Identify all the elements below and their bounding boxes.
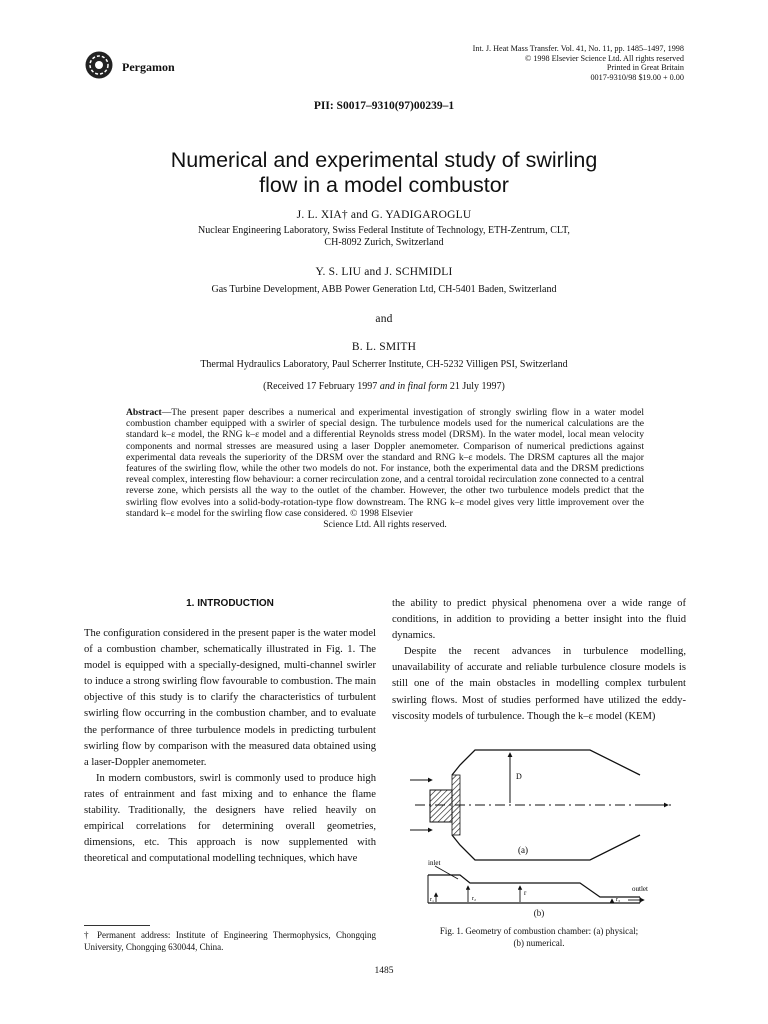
affiliation-2: Gas Turbine Development, ABB Power Generation Ltd, CH-5401 Baden, Switzerland — [211, 284, 557, 295]
final-form-label: and in final form — [377, 381, 450, 392]
and-separator: and — [375, 313, 393, 325]
pii: PII: S0017–9310(97)00239–1 — [313, 100, 455, 112]
right-paragraph-1: the ability to predict physical phenomena over a wide range of conditions, in addition to providing a better insight into the fluid dynamics. — [392, 598, 686, 642]
domain-top — [428, 875, 640, 897]
label-a: (a) — [518, 845, 528, 855]
issn-line: 0017-9310/98 $19.00 + 0.00 — [590, 72, 684, 82]
copyright-line: © 1998 Elsevier Science Ltd. All rights reserved — [524, 53, 684, 63]
section-heading: 1. INTRODUCTION — [186, 598, 274, 609]
diameter-label: D — [516, 772, 522, 781]
inlet-pointer — [435, 866, 458, 879]
chamber-outline-bottom — [452, 835, 640, 860]
journal-line: Int. J. Heat Mass Transfer. Vol. 41, No. 11, pp. 1485–1497, 1998 — [472, 44, 684, 53]
r2-label: r₂ — [472, 896, 477, 902]
author-group-3: B. L. SMITH — [351, 341, 417, 353]
label-b: (b) — [533, 908, 545, 918]
numerical-geometry — [428, 859, 648, 903]
figure-caption — [392, 925, 686, 949]
received-suffix: ) — [501, 381, 505, 392]
final-form-date: 21 July 1997 — [449, 381, 502, 392]
received-date: 17 February 1997 — [306, 381, 378, 392]
chamber-outline-top — [452, 750, 640, 775]
r3-label: r₃ — [616, 897, 621, 903]
footnote-rule — [84, 925, 150, 926]
left-column — [84, 626, 376, 867]
physical-geometry — [410, 750, 675, 860]
caption-line-1: Fig. 1. Geometry of combustion chamber: (a) physical; — [439, 926, 639, 936]
right-paragraph-2: Despite the recent advances in turbulence modelling, unavailability of accurate and reliable turbulence closure models is still one of the main obstacles in modelling complex turbulent swirling flows. Most of studies performed have utilized the eddy-viscosity models of turbulence. Though the k–ε model (KEM) — [392, 646, 686, 722]
abstract-label: Abstract — [126, 407, 162, 418]
journal-reference — [384, 44, 684, 82]
affiliation-1-line-1: Nuclear Engineering Laboratory, Swiss Federal Institute of Technology, ETH-Zentrum, CLT, — [198, 225, 570, 236]
affiliation-3: Thermal Hydraulics Laboratory, Paul Scherrer Institute, CH-5232 Villigen PSI, Switzerland — [200, 359, 568, 370]
affiliation-1-line-2: CH-8092 Zurich, Switzerland — [324, 237, 444, 248]
received-dates — [0, 381, 768, 392]
inlet-label: inlet — [428, 859, 441, 867]
r1-label: r₁ — [430, 897, 435, 903]
abstract — [126, 407, 644, 530]
abstract-body — [126, 407, 644, 519]
author-group-1: J. L. XIA† and G. YADIGAROGLU — [296, 209, 472, 221]
printed-line: Printed in Great Britain — [606, 63, 684, 73]
left-paragraph-1: The configuration considered in the present paper is the water model of a combustion chamber, schematically illustrated in Fig. 1. The model is equipped with a specially-designed, multi-channel swirler to induce a strong swirling flow favourable to combustion. The main objective of this study is to clarify the characteristics of turbulent swirling flow occurring in the combustion chamber, and to evaluate the performance of three turbulence models in predicting turbulent swirling flow by comparison with the measured data obtained using a laser-Doppler anemometer. — [84, 628, 376, 768]
title-line-2: flow in a model combustor — [259, 173, 509, 197]
page-number: 1485 — [374, 966, 394, 976]
caption-line-2: (b) numerical. — [513, 938, 565, 948]
abstract-text: —The present paper describes a numerical and experimental investigation of strongly swirling flow in a water model combustion chamber equipped with a swirler of special design. The turbulence models used for the numerical calculations are the standard k–ε model, the RNG k–ε model and a differential Reynolds stress model (DRSM). In the water model, local mean velocity components and normal stresses are measured using a laser Doppler anemometer. Comparison of numerical predictions against experimental data reveals the superiority of the DRSM over the standard and RNG k–ε models. The DRSM captures all the major features of the swirling flow, while the other two models do not. For instance, both the experimental data and the DRSM predictions reveal complex, interesting flow behaviour: a corner recirculation zone, and a central toroidal recirculation zone connected to a central reverse zone, which persists all the way to the outlet of the chamber. However, the other two turbulence models predict that the swirling flow evolves into a solid-body-rotation-type flow downstream. The RNG k–ε model gives very little improvement over the standard k–ε model for the swirling flow case considered. © 1998 Elsevier — [126, 407, 644, 519]
swirler-block — [430, 790, 452, 822]
r-label: r — [524, 889, 527, 897]
received-prefix: (Received — [263, 381, 307, 392]
paper-title — [60, 148, 708, 198]
affiliation-1 — [100, 225, 668, 249]
left-paragraph-2: In modern combustors, swirl is commonly used to produce high rates of entrainment and fast mixing and to enhance the flame stability. Traditionally, the designers have relied heavily on empirical correlations for determining overall geometries, dimensions, etc. This approach is now supplemented with theoretical and computational modelling techniques, which have — [84, 772, 376, 865]
outlet-label: outlet — [632, 885, 648, 893]
figure-1-diagram — [400, 735, 680, 915]
abstract-last-line: Science Ltd. All rights reserved. — [323, 519, 447, 531]
pergamon-logo-icon — [84, 50, 114, 80]
footnote: † Permanent address: Institute of Engineering Thermophysics, Chongqing University, Chongqing 630044, China. — [84, 930, 376, 952]
publisher-name: Pergamon — [122, 60, 175, 74]
author-group-2: Y. S. LIU and J. SCHMIDLI — [315, 266, 453, 278]
right-column — [392, 596, 686, 725]
title-line-1: Numerical and experimental study of swirling — [170, 148, 598, 172]
